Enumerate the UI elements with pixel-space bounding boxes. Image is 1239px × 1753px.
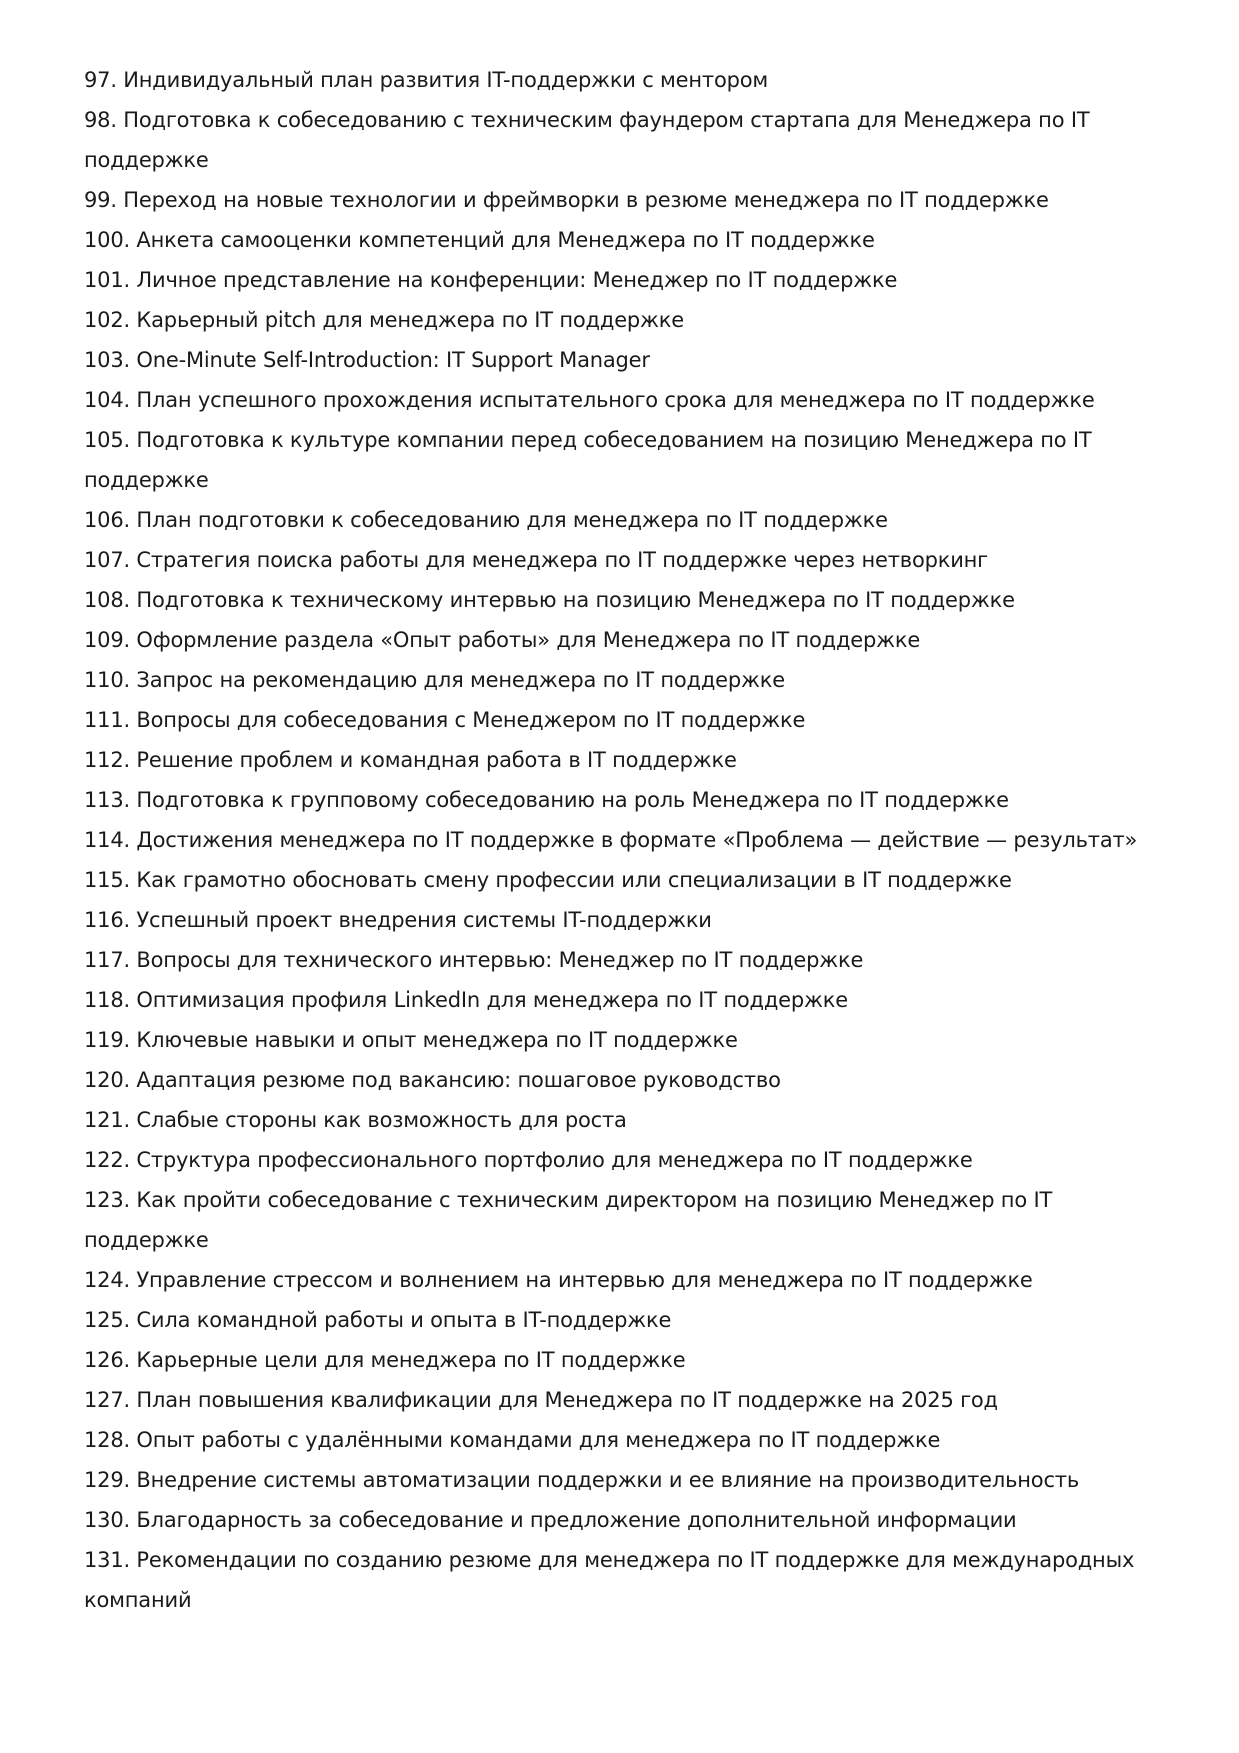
list-item: 107. Стратегия поиска работы для менеджера по IT поддержке через нетворкинг (84, 548, 989, 572)
list-item: 109. Оформление раздела «Опыт работы» для Менеджера по IT поддержке (84, 628, 921, 652)
list-item: 114. Достижения менеджера по IT поддержке в формате «Проблема — действие — результат» (84, 828, 1138, 852)
list-item: 104. План успешного прохождения испытательного срока для менеджера по IT поддержке (84, 388, 1095, 412)
list-item: 102. Карьерный pitch для менеджера по IT поддержке (84, 308, 684, 332)
list-item: 129. Внедрение системы автоматизации поддержки и ее влияние на производительность (84, 1468, 1079, 1492)
list-item: 113. Подготовка к групповому собеседованию на роль Менеджера по IT поддержке (84, 788, 1009, 812)
list-item: 97. Индивидуальный план развития IT-поддержки с ментором (84, 68, 769, 92)
list-item: 123. Как пройти собеседование с техническим директором на позицию Менеджер по IT поддержке (84, 1188, 1053, 1252)
list-item: 101. Личное представление на конференции: Менеджер по IT поддержке (84, 268, 898, 292)
list-item: 119. Ключевые навыки и опыт менеджера по IT поддержке (84, 1028, 738, 1052)
numbered-topic-list (84, 60, 1174, 1620)
list-item: 103. One-Minute Self-Introduction: IT Support Manager (84, 348, 650, 372)
list-item: 99. Переход на новые технологии и фреймворки в резюме менеджера по IT поддержке (84, 188, 1049, 212)
list-item: 120. Адаптация резюме под вакансию: пошаговое руководство (84, 1068, 781, 1092)
list-item: 118. Оптимизация профиля LinkedIn для менеджера по IT поддержке (84, 988, 848, 1012)
list-item: 130. Благодарность за собеседование и предложение дополнительной информации (84, 1508, 1017, 1532)
list-item: 121. Слабые стороны как возможность для роста (84, 1108, 627, 1132)
list-item: 117. Вопросы для технического интервью: Менеджер по IT поддержке (84, 948, 864, 972)
list-item: 128. Опыт работы с удалёнными командами для менеджера по IT поддержке (84, 1428, 941, 1452)
list-item: 122. Структура профессионального портфолио для менеджера по IT поддержке (84, 1148, 973, 1172)
list-item: 111. Вопросы для собеседования с Менеджером по IT поддержке (84, 708, 806, 732)
list-item: 127. План повышения квалификации для Менеджера по IT поддержке на 2025 год (84, 1388, 998, 1412)
list-item: 112. Решение проблем и командная работа в IT поддержке (84, 748, 737, 772)
list-item: 115. Как грамотно обосновать смену профессии или специализации в IT поддержке (84, 868, 1012, 892)
list-item: 124. Управление стрессом и волнением на интервью для менеджера по IT поддержке (84, 1268, 1033, 1292)
list-item: 110. Запрос на рекомендацию для менеджера по IT поддержке (84, 668, 785, 692)
list-item: 131. Рекомендации по созданию резюме для менеджера по IT поддержке для международных компаний (84, 1548, 1135, 1612)
list-item: 125. Сила командной работы и опыта в IT-поддержке (84, 1308, 672, 1332)
list-item: 108. Подготовка к техническому интервью на позицию Менеджера по IT поддержке (84, 588, 1015, 612)
list-item: 100. Анкета самооценки компетенций для Менеджера по IT поддержке (84, 228, 875, 252)
list-item: 98. Подготовка к собеседованию с техническим фаундером стартапа для Менеджера по IT поддержке (84, 108, 1090, 172)
list-item: 106. План подготовки к собеседованию для менеджера по IT поддержке (84, 508, 888, 532)
list-item: 116. Успешный проект внедрения системы IT-поддержки (84, 908, 712, 932)
list-item: 105. Подготовка к культуре компании перед собеседованием на позицию Менеджера по IT поддержке (84, 428, 1092, 492)
list-item: 126. Карьерные цели для менеджера по IT поддержке (84, 1348, 686, 1372)
